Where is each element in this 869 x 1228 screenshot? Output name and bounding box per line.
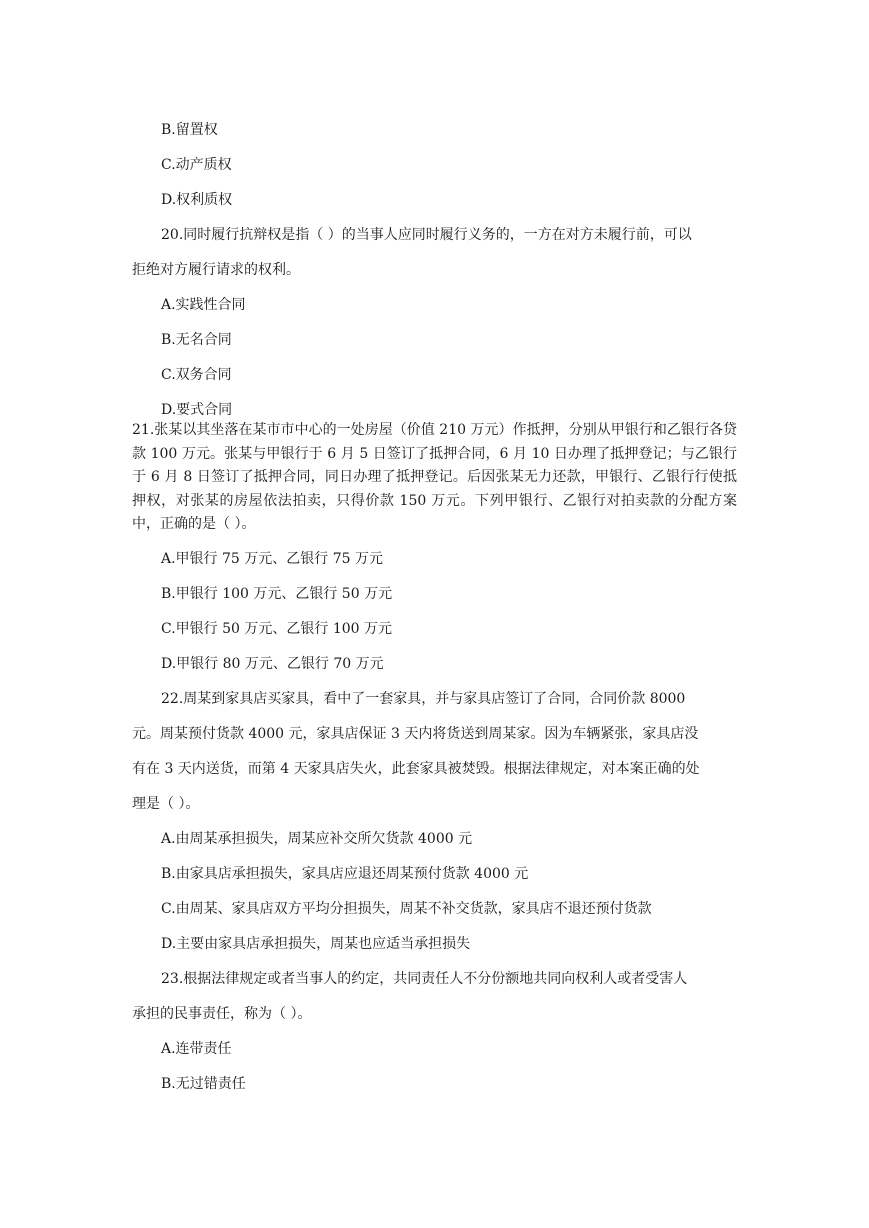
q23-option-b: B.无过错责任 xyxy=(161,1076,246,1092)
question-20-line-2: 拒绝对方履行请求的权利。 xyxy=(132,262,300,278)
option-c-prev: C.动产质权 xyxy=(161,157,232,173)
q22-option-a: A.由周某承担损失，周某应补交所欠货款 4000 元 xyxy=(161,831,473,847)
q20-option-b: B.无名合同 xyxy=(161,332,232,348)
q21-option-d: D.甲银行 80 万元、乙银行 70 万元 xyxy=(161,656,384,672)
q22-option-c: C.由周某、家具店双方平均分担损失，周某不补交货款，家具店不退还预付货款 xyxy=(161,901,652,917)
q22-option-b: B.由家具店承担损失，家具店应退还周某预付货款 4000 元 xyxy=(161,866,529,882)
question-20-line-1: 20.同时履行抗辩权是指（ ）的当事人应同时履行义务的，一方在对方未履行前，可以 xyxy=(161,227,692,243)
q21-option-c: C.甲银行 50 万元、乙银行 100 万元 xyxy=(161,621,392,637)
question-22-line-3: 有在 3 天内送货，而第 4 天家具店失火，此套家具被焚毁。根据法律规定，对本案正确的处 xyxy=(132,761,700,777)
question-21-text: 21.张某以其坐落在某市市中心的一处房屋（价值 210 万元）作抵押，分别从甲银行和乙银行各贷款 100 万元。张某与甲银行于 6 月 5 日签订了抵押合同，6 月 10 日办理了抵押登记；与乙银行于 6 月 8 日签订了抵押合同，同日办理了抵押登记。后因张某无力还款，甲银行、乙银行行使抵押权，对张某的房屋依法拍卖，只得价款 150 万元。下列甲银行、乙银行对拍卖款的分配方案中，正确的是（ ）。 xyxy=(132,422,737,532)
question-22-line-1: 22.周某到家具店买家具，看中了一套家具，并与家具店签订了合同，合同价款 8000 xyxy=(161,691,686,707)
q22-option-d: D.主要由家具店承担损失，周某也应适当承担损失 xyxy=(161,936,471,952)
q21-option-b: B.甲银行 100 万元、乙银行 50 万元 xyxy=(161,586,393,602)
option-d-prev: D.权利质权 xyxy=(161,192,233,208)
option-b-prev: B.留置权 xyxy=(161,122,218,138)
q20-option-d: D.要式合同 xyxy=(161,402,233,418)
question-23-line-2: 承担的民事责任，称为（ ）。 xyxy=(132,1006,312,1022)
question-22-line-2: 元。周某预付货款 4000 元，家具店保证 3 天内将货送到周某家。因为车辆紧张，家具店没 xyxy=(132,726,699,742)
q21-option-a: A.甲银行 75 万元、乙银行 75 万元 xyxy=(161,551,383,567)
q20-option-a: A.实践性合同 xyxy=(161,297,246,313)
question-23-line-1: 23.根据法律规定或者当事人的约定，共同责任人不分份额地共同向权利人或者受害人 xyxy=(161,971,688,987)
q23-option-a: A.连带责任 xyxy=(161,1041,232,1057)
q20-option-c: C.双务合同 xyxy=(161,367,232,383)
question-22-line-4: 理是（ ）。 xyxy=(132,796,200,812)
